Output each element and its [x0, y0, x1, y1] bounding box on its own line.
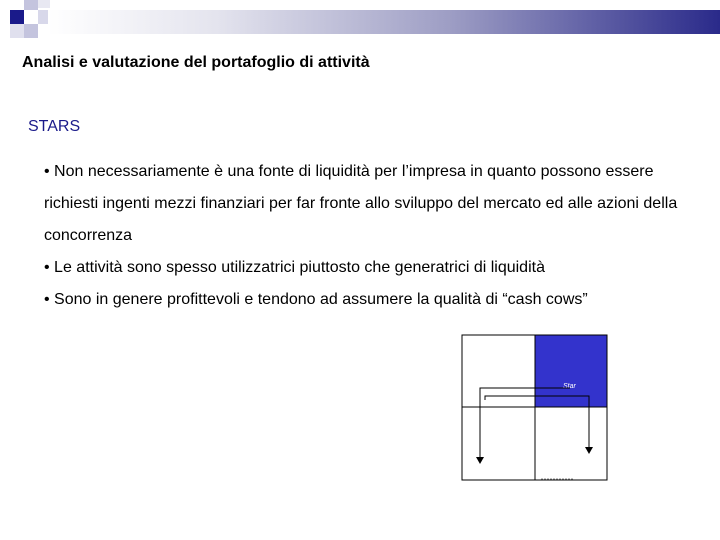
bullet-list [44, 156, 694, 316]
corner-square-light [10, 24, 24, 38]
bullet-item: • Non necessariamente è una fonte di liquidità per l’impresa in quanto possono essere richiesti ingenti mezzi finanziari per far fronte allo sviluppo del mercato ed alle azioni della concorrenza [44, 156, 694, 252]
corner-square-light [24, 0, 38, 10]
bullet-item: • Sono in genere profittevoli e tendono ad assumere la qualità di “cash cows” [44, 284, 694, 316]
section-heading: STARS [28, 118, 81, 135]
portfolio-matrix-diagram [455, 330, 615, 490]
corner-square-dark [10, 10, 24, 24]
slide-title: Analisi e valutazione del portafoglio di attività [22, 54, 370, 71]
bullet-item: • Le attività sono spesso utilizzatrici piuttosto che generatrici di liquidità [44, 252, 694, 284]
star-label: Star [563, 383, 576, 390]
corner-square-light [24, 24, 38, 38]
corner-square-light [38, 0, 50, 8]
header-gradient-bar [48, 10, 720, 34]
